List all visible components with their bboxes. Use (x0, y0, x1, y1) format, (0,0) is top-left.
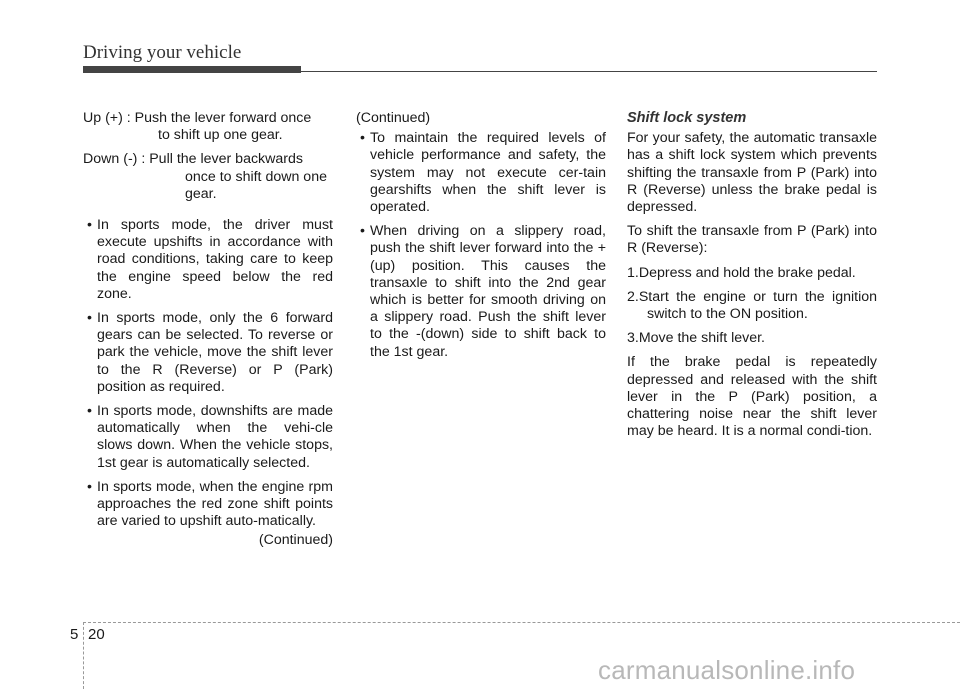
column-right (627, 110, 877, 447)
paragraph-intro: For your safety, the automatic transaxle has a shift lock system which prevents shifting the transaxle from P (Park) into R (Reverse) unless the brake pedal is depressed. (627, 130, 877, 216)
step-item: 1.Depress and hold the brake pedal. (627, 264, 856, 281)
footer-divider (83, 622, 84, 689)
step-item: 3.Move the shift lever. (627, 330, 766, 347)
column-left (83, 110, 333, 557)
continued-note: (Continued) (258, 532, 333, 549)
header-rule (83, 71, 877, 72)
definition-term-up: Up (+) : (83, 110, 135, 126)
footer-rule (83, 622, 960, 623)
section-title: Driving your vehicle (83, 42, 242, 63)
subsection-heading: Shift lock system (627, 110, 747, 126)
definition-term-down: Down (-) : (83, 151, 150, 168)
definition-text-down-1: Pull the lever backwards (149, 151, 303, 168)
bullet-item: • In sports mode, the driver must execute upshifts in accordance with road conditions, taking care to keep the engine speed below the red zone. (83, 217, 333, 303)
page-number: 20 (88, 626, 105, 643)
definition-text-up-2: to shift up one gear. (158, 127, 283, 144)
bullet-item: • When driving on a slippery road, push the shift lever forward into the +(up) position. This causes the transaxle to shift into the 2nd gear which is better for smooth driving on a slippery road. Push the shift lever to the -(down) side to shift back to the 1st gear. (356, 223, 606, 361)
bullet-item: • In sports mode, when the engine rpm approaches the red zone shift points are varied to upshift auto-matically. (83, 479, 333, 531)
definition-text-down-2: once to shift down one (185, 168, 327, 185)
step-item: 2.Start the engine or turn the ignition switch to the ON position. (627, 288, 877, 323)
bullet-item: • To maintain the required levels of vehicle performance and safety, the system may not execute cer-tain gearshifts when the shift lever is operated. (356, 130, 606, 216)
paragraph-lead: To shift the transaxle from P (Park) into R (Reverse): (627, 223, 877, 257)
definition-text-down-3: gear. (185, 185, 217, 202)
continued-label: (Continued) (356, 110, 431, 126)
chapter-number: 5 (70, 626, 79, 643)
column-middle (356, 110, 606, 368)
watermark: carmanualsonline.info (598, 655, 856, 685)
definition-up (83, 110, 333, 144)
paragraph-note: If the brake pedal is repeatedly depressed and released with the shift lever in the P (Park) position, a chattering noise near the shift lever may be heard. It is a normal condi-tion. (627, 354, 877, 440)
bullet-item: • In sports mode, downshifts are made automatically when the vehi-cle slows down. When the vehicle stops, 1st gear is automatically selected. (83, 403, 333, 472)
bullet-item: • In sports mode, only the 6 forward gears can be selected. To reverse or park the vehicle, move the shift lever to the R (Reverse) or P (Park) position as required. (83, 310, 333, 396)
definition-down (83, 151, 333, 203)
definition-text-up-1: Push the lever forward once (134, 110, 312, 126)
